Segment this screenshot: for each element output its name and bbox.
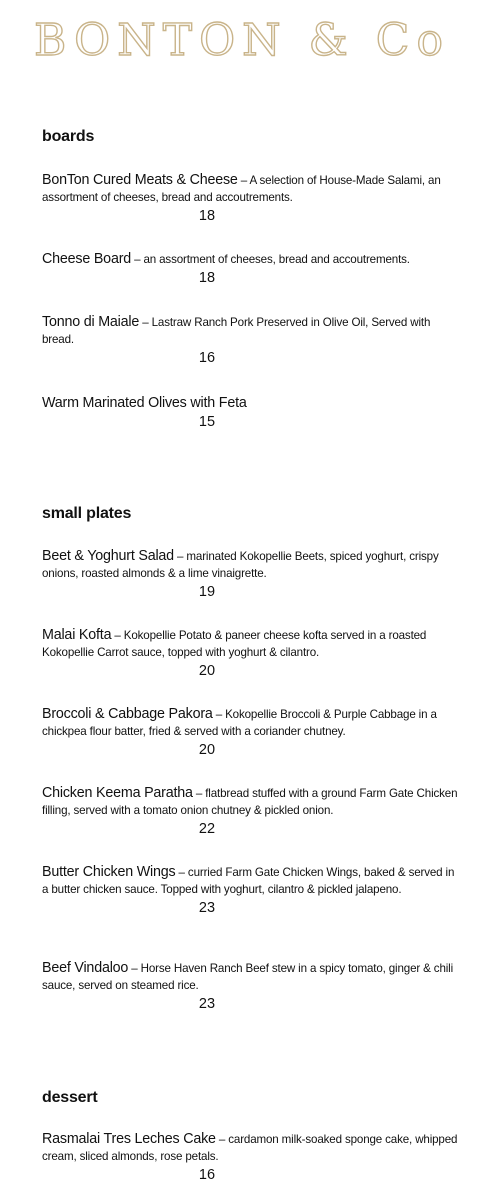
item-name: Beet & Yoghurt Salad <box>42 548 174 564</box>
item-price: 18 <box>198 270 216 286</box>
menu-item <box>42 1131 462 1185</box>
item-name: BonTon Cured Meats & Cheese <box>42 172 238 188</box>
item-description: flatbread stuffed with a ground Farm Gate Chicken filling, served with a tomato onion chutney & pickled onion. <box>42 787 458 817</box>
item-separator: – <box>139 316 152 329</box>
item-price: 20 <box>198 663 216 679</box>
menu-item <box>42 864 462 918</box>
brand-logo-text: BONTON & Co <box>34 15 450 66</box>
item-separator: – <box>192 787 206 800</box>
menu-item <box>42 706 462 760</box>
item-price: 18 <box>198 208 216 224</box>
menu-item <box>42 395 462 432</box>
item-price: 22 <box>198 821 216 837</box>
item-description: Kokopellie Potato & paneer cheese kofta served in a roasted Kokopellie Carrot sauce, topped with yoghurt & cilantro. <box>42 629 427 659</box>
item-name: Tonno di Maiale <box>42 314 140 330</box>
item-name: Malai Kofta <box>42 627 112 643</box>
item-description: marinated Kokopellie Beets, spiced yoghurt, crispy onions, roasted almonds & a lime vinaigrette. <box>42 550 439 580</box>
item-name: Cheese Board <box>42 251 132 267</box>
section-title: dessert <box>42 1089 98 1106</box>
item-description: an assortment of cheeses, bread and accoutrements. <box>143 253 410 266</box>
section-boards <box>42 128 462 430</box>
item-separator: – <box>212 708 226 721</box>
section-title: boards <box>42 128 95 145</box>
item-price: 15 <box>198 414 216 430</box>
item-description: Lastraw Ranch Pork Preserved in Olive Oil, Served with bread. <box>42 316 431 346</box>
section-dessert <box>42 1089 462 1183</box>
menu-item <box>42 548 462 602</box>
item-separator: – <box>131 253 144 266</box>
item-name: Warm Marinated Olives with Feta <box>42 395 247 411</box>
item-name: Chicken Keema Paratha <box>42 785 193 801</box>
menu-item <box>42 172 462 226</box>
menu-item <box>42 785 462 839</box>
section-title: small plates <box>42 505 132 522</box>
item-separator: – <box>175 866 188 879</box>
item-separator: – <box>215 1133 229 1146</box>
item-name: Broccoli & Cabbage Pakora <box>42 706 213 722</box>
menu-item <box>42 960 462 1014</box>
brand-logo <box>34 10 474 70</box>
item-name: Rasmalai Tres Leches Cake <box>42 1131 216 1147</box>
item-price: 16 <box>198 350 216 366</box>
item-price: 23 <box>198 996 216 1012</box>
menu-item <box>42 314 462 368</box>
item-price: 23 <box>198 900 216 916</box>
item-separator: – <box>173 550 187 563</box>
item-name: Butter Chicken Wings <box>42 864 176 880</box>
item-description: A selection of House-Made Salami, an assortment of cheeses, bread and accoutrements. <box>42 174 441 204</box>
item-price: 19 <box>198 584 216 600</box>
item-description: Kokopellie Broccoli & Purple Cabbage in a chickpea flour batter, fried & served with a coriander chutney. <box>42 708 437 738</box>
menu-item <box>42 627 462 681</box>
item-description: cardamon milk-soaked sponge cake, whipped cream, sliced almonds, rose petals. <box>42 1133 458 1163</box>
menu-item <box>42 251 462 288</box>
item-price: 16 <box>198 1167 216 1183</box>
item-separator: – <box>128 962 141 975</box>
item-name: Beef Vindaloo <box>42 960 129 976</box>
item-description: Horse Haven Ranch Beef stew in a spicy tomato, ginger & chili sauce, served on steamed rice. <box>42 962 454 992</box>
section-small-plates <box>42 505 462 1012</box>
item-separator: – <box>111 629 124 642</box>
item-price: 20 <box>198 742 216 758</box>
item-separator: – <box>237 174 250 187</box>
item-description: curried Farm Gate Chicken Wings, baked & served in a butter chicken sauce. Topped with yoghurt, cilantro & pickled jalapeno. <box>42 866 455 896</box>
